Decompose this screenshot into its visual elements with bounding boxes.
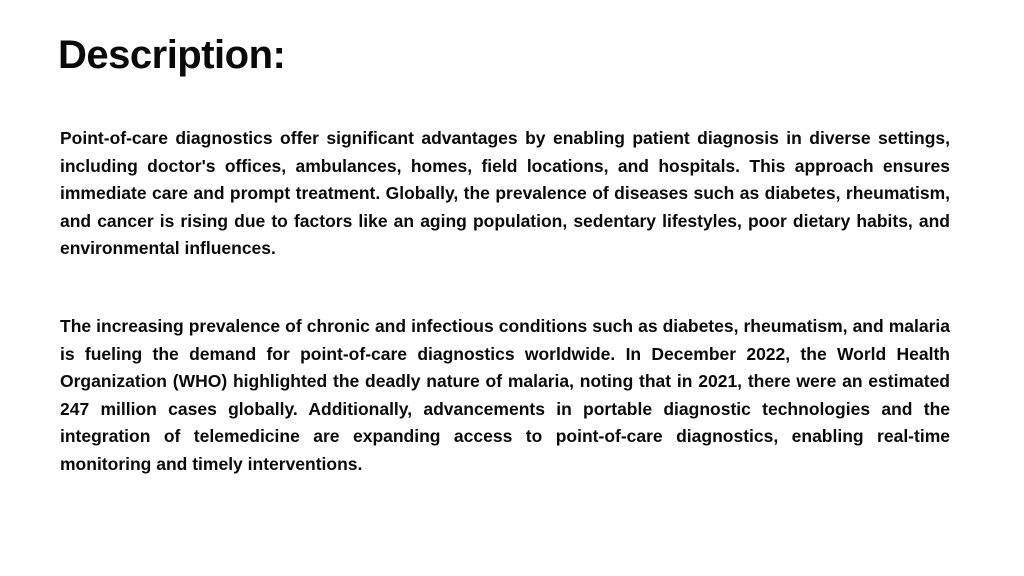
description-paragraph-2: The increasing prevalence of chronic and infectious conditions such as diabetes, rheumatism, and malaria is fueling the demand for point-of-care diagnostics worldwide. In December 2022, the World Health Organization (WHO) highlighted the deadly nature of malaria, noting that in 2021, there were an estimated 247 million cases globally. Additionally, advancements in portable diagnostic technologies and the integration of telemedicine are expanding access to point-of-care diagnostics, enabling real-time monitoring and timely interventions. xyxy=(60,316,950,474)
description-paragraph-1: Point-of-care diagnostics offer significant advantages by enabling patient diagnosis in diverse settings, including doctor's offices, ambulances, homes, field locations, and hospitals. This approach ensures immediate care and prompt treatment. Globally, the prevalence of diseases such as diabetes, rheumatism, and cancer is rising due to factors like an aging population, sedentary lifestyles, poor dietary habits, and environmental influences. xyxy=(60,128,950,259)
slide-title: Description: xyxy=(58,33,286,77)
